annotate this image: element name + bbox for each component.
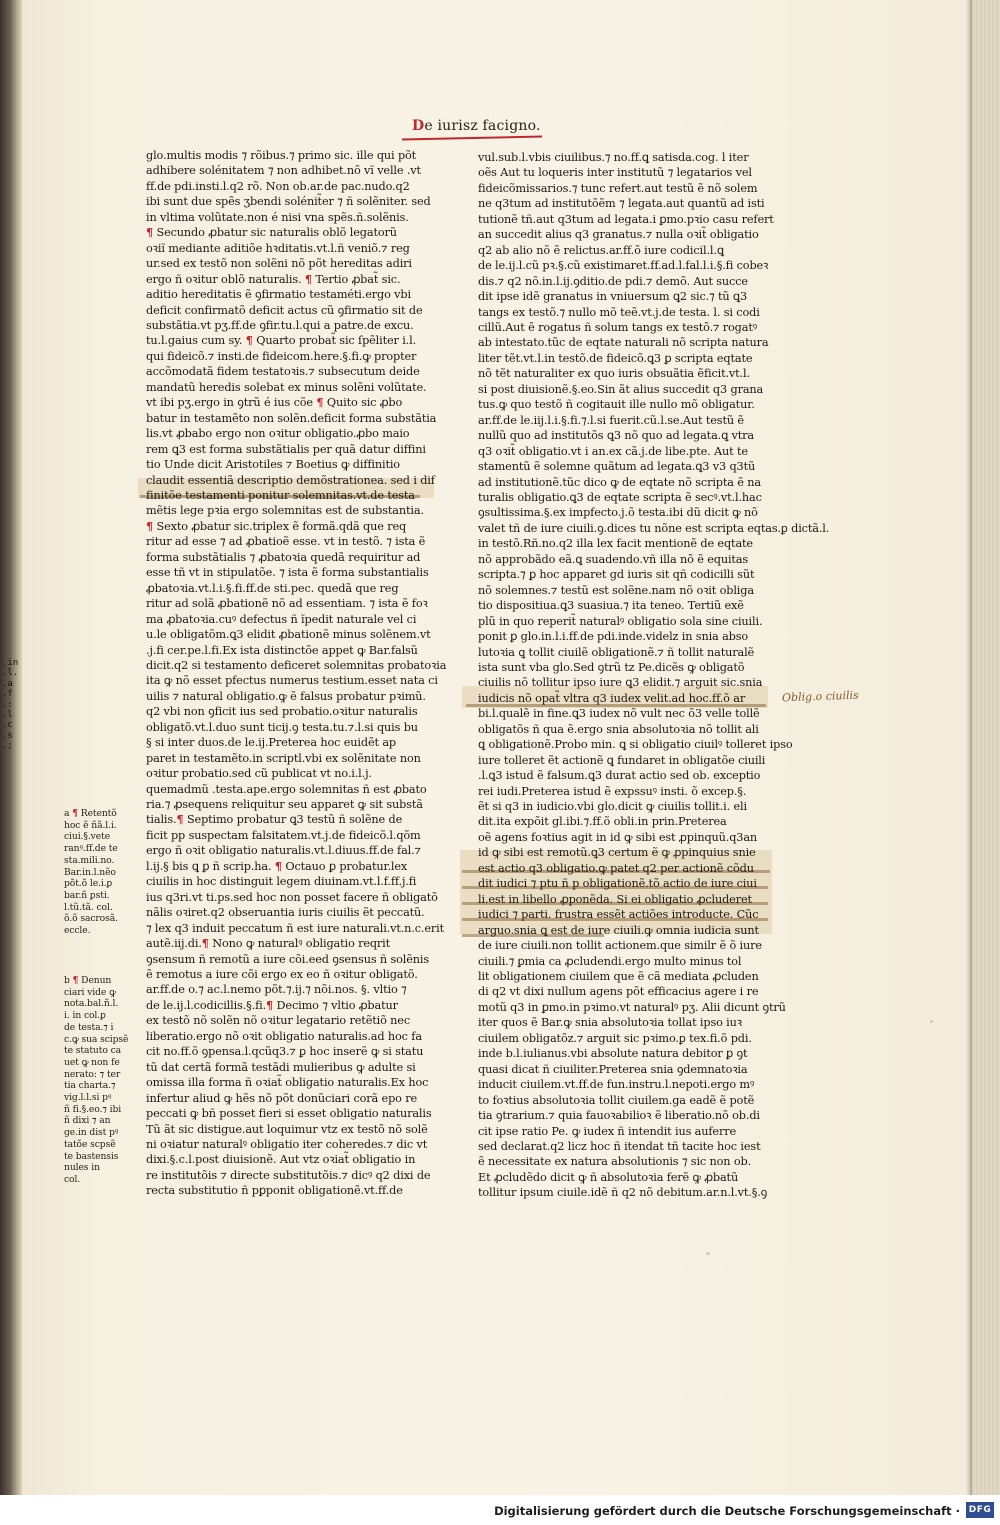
text-line: lis.vt ꝓbabo ergo non oꝛitur obligatio.ꝓbo maio xyxy=(146,427,410,441)
gloss-line: eccle. xyxy=(64,925,91,937)
text-line: ergo ñ oꝛitur oblõ naturalis. ¶ Tertio ꝓbat̃ sic. xyxy=(146,271,401,286)
text-line: peccati ꝙ bñ posset fieri si esset obligatio naturalis xyxy=(146,1107,432,1121)
text-line: lit obligationem ciuilem que ẽ cã mediata ꝓcluden xyxy=(478,970,759,984)
paper-speck xyxy=(706,1252,710,1255)
text-line: ꝯsensum ñ remotũ a iure cõi.eed ꝯsensus ñ solẽnis xyxy=(146,952,430,966)
text-line: claudit essentiã descriptio demõstrationea. sed i dif xyxy=(146,473,435,487)
text-line: ergo ñ oꝛit obligatio naturalis.vt.l.diuus.ff.de fal.⁊ xyxy=(146,844,421,858)
gloss-line: ciui.§.vete xyxy=(64,831,111,843)
text-column-left xyxy=(146,148,447,1199)
text-line: est actio q3 obligatio.ꝙ patet q2 per actionẽ cõdu xyxy=(478,861,754,875)
text-line: an succedit alius q3 granatus.⁊ nulla oꝛit̃ obligatio xyxy=(478,228,759,242)
text-line: ar.ff.de le.iij.l.i.§.fi.⁊.l.si fuerit.cũ.l.se.Aut testũ ẽ xyxy=(478,413,744,427)
text-line: liberatio.ergo nõ oꝛit obligatio naturalis.ad hoc fa xyxy=(146,1029,422,1043)
text-line: li.est in libello ꝓponẽda. Si ei obligatio ꝓcluderet xyxy=(478,892,752,906)
text-line: tia ꝯtrarium.⁊ quia fauoꝛabilioꝛ ẽ liberatio.nõ ob.di xyxy=(478,1109,760,1123)
text-line: adhibere solénitatem ⁊ non adhibet.nõ vĩ velle .vt xyxy=(146,164,421,178)
paragraph-mark: ¶ xyxy=(176,812,184,827)
text-line: nãlis oꝛiret.q2 obseruantia iuris ciuilis ẽt peccatũ. xyxy=(146,906,425,920)
paragraph-mark: ¶ xyxy=(245,333,253,348)
text-line: accõmodatã fidem testatoꝛis.⁊ subsecutum deide xyxy=(146,365,420,379)
paragraph-mark: ¶ xyxy=(274,858,282,873)
text-line: oꝛitur probatio.sed cũ publicat vt no.i.l.j. xyxy=(146,767,372,781)
text-line: ¶ Sexto ꝓbatur sic.triplex ẽ formã.qdã que req xyxy=(146,518,407,533)
text-line: lutoꝛia ꝗ tollit ciuilẽ obligationẽ.⁊ ñ tollit naturalẽ xyxy=(478,645,755,659)
text-line: liter tẽt.vt.l.in testõ.de fideicõ.ꝗ3 ꝑ scripta eqtate xyxy=(478,351,753,365)
gloss-line: bar.ñ ꝑsti. xyxy=(64,889,110,901)
text-line: recta substitutio ñ pꝑponit obligationẽ.vt.ff.de xyxy=(146,1184,403,1198)
gloss-line: õ.õ sacrosã. xyxy=(64,913,118,925)
text-line: ria.⁊ ꝓsequens reliquitur seu apparet ꝙ sit substã xyxy=(146,798,423,812)
gloss-line: tatõe scpsẽ xyxy=(64,1138,116,1150)
text-line: fideicõmissarios.⁊ tunc refert.aut testũ ẽ nõ solem xyxy=(478,181,758,195)
text-line: qui fideicõ.⁊ insti.de fideicom.here.§.fi.ꝙ propter xyxy=(146,349,417,363)
text-line: ꝯsultissima.§.ex impfecto.j.õ testa.ibi dũ dicit ꝙ nõ xyxy=(478,506,758,520)
text-line: sed declarat.q2 licz hoc ñ itendat tñ tacite hoc iest xyxy=(478,1140,761,1153)
text-line: omissa illa forma ñ oꝛiat̃ obligatio naturalis.Ex hoc xyxy=(146,1076,429,1090)
text-line: ẽ necessitate ex natura absolutionis ⁊ sic non ob. xyxy=(478,1155,752,1169)
gloss-line: c.ꝙ sua scipsẽ xyxy=(64,1033,129,1045)
text-line: de iure ciuili.non tollit actionem.que similr ẽ õ iure xyxy=(478,939,762,953)
text-line: batur in testamẽto non solẽn.deficit forma substãtia xyxy=(146,411,437,425)
text-line: forma substãtialis ⁊ ꝓbatoꝛia quedã requiritur ad xyxy=(146,550,421,564)
text-line: inducit ciuilem.vt.ff.de fun.instru.l.nepoti.ergo mꝰ xyxy=(478,1078,755,1092)
text-line: ius q3ri.vt ti.ps.sed hoc non posset facere ñ obligatõ xyxy=(146,890,438,904)
text-line: obligatõ.vt.l.duo sunt ticij.ꝯ testa.tu.⁊.l.si quis bu xyxy=(146,720,418,734)
footer-credit: Digitalisierung gefördert durch die Deutsche Forschungsgemeinschaft · xyxy=(494,1504,960,1518)
gloss-line: ge.in dist pꝰ xyxy=(64,1127,119,1139)
text-line: ¶ Secundo ꝓbatur sic naturalis oblõ legatorũ xyxy=(146,225,397,240)
text-line: ciuilis in hoc distinguit legem diuinam.vt.l.f.ff.j.fi xyxy=(146,875,417,889)
text-line: oẽs Aut tu loqueris inter institutũ ⁊ legatarios vel xyxy=(478,166,752,180)
text-line: ciuili.⁊ ꝑmia ca ꝓcludendi.ergo multo minus tol xyxy=(478,954,742,968)
text-line: nõ approbãdo eã.ꝗ suadendo.vñ illa nõ ẽ equitas xyxy=(478,552,749,566)
text-line: ponit ꝑ glo.in.l.i.ff.de pdi.inde.videlz in snia abso xyxy=(478,630,749,644)
text-line: ista sunt vba glo.Sed ꝯtrũ tz Pe.dicẽs ꝙ obligatõ xyxy=(478,660,745,674)
text-line: nõ tẽt naturaliter ex quo iuris obsuãtia ẽficit.vt.l. xyxy=(478,367,750,381)
paragraph-mark: ¶ xyxy=(304,271,312,286)
text-line: scripta.⁊ ꝑ hoc apparet gd iuris sit qñ codicilli sũt xyxy=(478,568,755,582)
text-line: inde b.l.iulianus.vbi absolute natura debitor ꝑ ꝯt xyxy=(478,1047,748,1061)
text-line: ita ꝙ nõ esset pfectus numerus testium.esset nata ci xyxy=(146,674,438,688)
text-line: rem ꝗ3 est forma substãtialis per quã datur diffini xyxy=(146,442,426,456)
fragment-line: .: xyxy=(2,699,13,710)
text-line: q3 oꝛit̃ obligatio.vt i an.ex cã.j.de libe.pte. Aut te xyxy=(478,444,748,458)
text-line: si post diuisionẽ.§.eo.Sin ãt alius succedit q3 grana xyxy=(478,382,764,396)
text-line: ciuilem obligatõz.⁊ arguit sic pꝛimo.ꝑ tex.fi.õ pdi. xyxy=(478,1031,752,1045)
paragraph-mark: ¶ xyxy=(201,936,209,951)
text-line: autẽ.iij.di.¶ Nono ꝙ naturalꝰ obligatio reqrit xyxy=(146,936,391,951)
text-line: quemadmũ .testa.ape.ergo solemnitas ñ est ꝓbato xyxy=(146,782,427,796)
text-line: ad institutionẽ.tũc dico ꝙ de eqtate nõ scripta ẽ na xyxy=(478,475,761,489)
text-line: ẽ remotus a iure cõi ergo ex eo ñ oꝛitur obligatõ. xyxy=(146,968,418,982)
running-heading xyxy=(412,118,541,134)
text-line: tus.ꝙ quo testõ ñ cogitauit ille nullo mõ obligatur. xyxy=(478,398,755,412)
text-line: glo.multis modis ⁊ rõibus.⁊ primo sic. ille qui põt xyxy=(146,149,417,162)
text-line: dicit.q2 si testamento deficeret solemnitas probatoꝛia xyxy=(146,658,447,672)
gloss-line: nules in xyxy=(64,1162,100,1174)
text-line: mandatũ heredis solebat ex minus solẽni volũtate. xyxy=(146,380,427,394)
gloss-line: te bastensis xyxy=(64,1150,119,1162)
text-line: dixi.§.c.l.post diuisionẽ. Aut vtz oꝛiat̃ obligatio in xyxy=(146,1153,416,1167)
text-line: finitõe testamenti ponitur solemnitas.vt.de testa xyxy=(146,488,415,502)
fragment-line: .f xyxy=(2,689,13,700)
text-line: Et ꝓcludẽdo dicit ꝙ ñ absolutoꝛia ferẽ ꝙ ꝓbatũ xyxy=(478,1170,739,1184)
text-line: dis.⁊ q2 nõ.in.l.ij.ꝯditio.de pdi.⁊ demõ. Aut succe xyxy=(478,274,748,288)
text-line: oẽ agens foꝛtius agit in id ꝙ sibi est ꝓpinquũ.q3an xyxy=(478,830,758,844)
fragment-line: .l. xyxy=(2,668,19,679)
text-line: Tũ ãt sic distigue.aut loquimur vtz ex testõ nõ solẽ xyxy=(146,1122,428,1136)
text-line: esse tñ vt in stipulatõe. ⁊ ista ẽ forma substantialis xyxy=(146,566,429,580)
text-line: .l.ꝗ3 istud ẽ falsum.ꝗ3 durat actio sed ob. exceptio xyxy=(478,769,761,783)
gloss-line: hoc ẽ ñã.l.i. xyxy=(64,819,117,831)
text-line: in testõ.Rñ.no.q2 illa lex facit mentionẽ de eqtate xyxy=(478,537,753,551)
text-line: dit iudici ⁊ ptu ñ p obligationẽ.tõ actio de iure ciui xyxy=(478,877,757,891)
text-line: cit ipse ratio Pe. ꝙ iudex ñ intendit ius auferre xyxy=(478,1124,736,1138)
handwritten-marginal-note: Oblig.o ciuilis xyxy=(781,688,859,705)
text-line: motũ q3 in ꝑmo.in pꝛimo.vt naturalꝰ pʒ. Alii dicunt ꝯtrũ xyxy=(478,1000,786,1014)
fragment-line: .; xyxy=(2,741,13,752)
text-line: § si inter duos.de le.ij.Preterea hoc euidẽt ap xyxy=(146,736,397,750)
text-line: id ꝙ sibi est remotũ.ꝗ3 certum ẽ ꝙ ꝓpinquius snie xyxy=(478,846,756,860)
marginal-gloss-b xyxy=(64,975,128,1186)
text-line: ibi sunt due spẽs ʒbendi solénit̃er ⁊ ñ solẽniter. sed xyxy=(146,195,431,209)
gloss-line: nerato: ⁊ ter xyxy=(64,1068,121,1080)
text-line: uilis ⁊ natural obligatio.ꝙ ẽ falsus probatur pꝛimũ. xyxy=(146,689,426,703)
text-line: .j.fi cer.pe.l.fi.Ex ista distinctõe appet ꝙ Bar.falsũ xyxy=(146,643,418,657)
gloss-line: tia charta.⁊ xyxy=(64,1080,116,1092)
text-line: ni oꝛiatur naturalꝰ obligatio iter coheredes.⁊ dic vt xyxy=(146,1138,428,1151)
text-line: stamentũ ẽ solemne quãtum ad legata.ꝗ3 v3 q3tũ xyxy=(478,460,756,474)
text-line: de le.ij.l.cũ pꝛ.§.cũ existimaret.ff.ad.l.fal.l.i.§.fi cobeꝛ xyxy=(478,259,769,273)
text-line: ur.sed ex testõ non solẽni nõ põt hereditas adiri xyxy=(146,257,412,271)
gloss-line: a ¶ Retentõ xyxy=(64,808,117,819)
text-line: cit no.ff.õ ꝯpensa.l.qcũq3.⁊ ꝑ hoc inserẽ ꝙ si statu xyxy=(146,1045,424,1059)
text-line: tũ dat certã formã testãdi mulieribus ꝙ adulte si xyxy=(146,1060,416,1074)
paragraph-mark: ¶ xyxy=(266,997,274,1012)
page-edge-shadow xyxy=(966,0,972,1495)
text-line: vul.sub.l.vbis ciuilibus.⁊ no.ff.ꝗ satisda.cog. l iter xyxy=(478,151,749,164)
facing-page-fragment xyxy=(2,658,18,752)
fragment-line: .s xyxy=(2,730,13,741)
text-line: ꝗ obligationẽ.Probo min. ꝗ si obligatio ciuilꝰ tolleret ipso xyxy=(478,738,793,752)
page-stack-edge xyxy=(970,0,1000,1495)
text-line: di q2 vt dixi nullum agens põt efficacius agere i re xyxy=(478,985,759,999)
text-line: rei iudi.Preterea istud ẽ expssuꝰ insti. õ excep.§. xyxy=(478,784,747,798)
text-line: obligatõs ñ qua ẽ.ergo snia absolutoꝛia nõ tollit ali xyxy=(478,722,759,736)
paragraph-mark: ¶ xyxy=(72,808,78,819)
fragment-line: .c xyxy=(2,720,13,731)
heading-text: e iurisz facigno. xyxy=(424,118,541,134)
fragment-line: .a xyxy=(2,678,13,689)
text-line: u.le obligatõm.ꝗ3 elidit ꝓbationẽ minus solẽnem.vt xyxy=(146,628,431,642)
text-line: ar.ff.de o.⁊ ac.l.nemo põt.⁊.ij.⁊ nõi.nos. §. vltio ⁊ xyxy=(146,983,407,997)
gloss-line: ciari vide ꝙ xyxy=(64,986,116,998)
text-line: ma ꝓbatoꝛia.cuꝰ defectus ñ ĩpedit naturale vel ci xyxy=(146,612,417,626)
gloss-line: uet ꝙ non fe xyxy=(64,1056,120,1068)
text-line: nullũ quo ad institutõs ꝗ3 nõ quo ad legata.ꝗ vtra xyxy=(478,429,755,443)
paper-speck xyxy=(930,1020,933,1023)
text-line: de le.ij.l.codicillis.§.fi.¶ Decimo ⁊ vltio ꝓbatur xyxy=(146,997,398,1012)
heading-rubric-initial: D xyxy=(412,118,425,134)
text-line: ritur ad esse ⁊ ad ꝓbatioẽ esse. vt in testõ. ⁊ ista ẽ xyxy=(146,535,426,549)
text-line: iter quos ẽ Bar.ꝙ snia absolutoꝛia tollat ipso iuꝛ xyxy=(478,1016,742,1030)
text-line: nõ solemnes.⁊ testũ est solẽne.nam nõ oꝛit obliga xyxy=(478,583,754,597)
text-line: aditio hereditatis ẽ ꝯfirmatio testaméti.ergo vbi xyxy=(146,288,411,302)
text-line: tangs ex testõ.⁊ nullo mõ teẽ.vt.j.de testa. l. si codi xyxy=(478,305,760,319)
text-line: iudicis nõ opat̃ vltra q3 iudex velit.ad hoc.ff.õ ar xyxy=(478,691,746,705)
footer-bar xyxy=(0,1495,1000,1525)
text-line: paret in testamẽto.in scriptl.vbi ex solẽnitate non xyxy=(146,751,421,765)
gloss-line: col. xyxy=(64,1173,81,1185)
text-line: tio Unde dicit Aristotiles ⁊ Boetius ꝙ diffinitio xyxy=(146,458,400,472)
text-line: infertur aliud ꝙ hẽs nõ põt donũciari corã epo re xyxy=(146,1091,418,1105)
paragraph-mark: ¶ xyxy=(72,975,79,986)
text-line: substãtia.vt pʒ.ff.de ꝯfir.tu.l.qui a patre.de excu. xyxy=(146,318,414,332)
dfg-logo: DFG xyxy=(966,1502,994,1518)
text-line: turalis obligatio.ꝗ3 de eqtate scripta ẽ secꝰ.vt.l.hac xyxy=(478,490,762,504)
text-line: ritur ad solã ꝓbationẽ nõ ad essentiam. ⁊ ista ẽ foꝛ xyxy=(146,597,428,611)
gloss-line: de testa.⁊ i xyxy=(64,1021,114,1033)
text-line: tu.l.gaius cum sy. ¶ Quarto probat̃ sic ſpẽliter i.l. xyxy=(146,333,417,348)
fragment-line: .in xyxy=(2,658,19,668)
text-line: in vltima volũtate.non é nisi vna spẽs.ñ.solẽnis. xyxy=(146,210,409,224)
text-line: l.ij.§ bis ꝗ ꝑ ñ scrip.ha. ¶ Octauo ꝑ probatur.lex xyxy=(146,858,408,873)
text-line: ne q3tum ad institutõẽm ⁊ legata.aut quantũ ad isti xyxy=(478,197,765,211)
paragraph-mark: ¶ xyxy=(146,225,154,240)
text-line: mẽtis lege pꝛia ergo solemnitas est de substantia. xyxy=(146,504,424,518)
text-line: tollitur ipsum ciuile.idẽ ñ q2 nõ debitum.ar.n.l.vt.§.ꝯ xyxy=(478,1186,768,1200)
text-line: ab intestato.tũc de eqtate naturali nõ scripta natura xyxy=(478,336,769,350)
text-line: to foꝛtius absolutoꝛia tollit ciuilem.ga eadẽ ẽ potẽ xyxy=(478,1093,755,1107)
gloss-line: vig.l.l.si pꝰ xyxy=(64,1092,112,1104)
text-line: plũ in quo reperit̃ naturalꝰ obligatio sola sine ciuili. xyxy=(478,614,763,628)
text-line: tutionẽ tñ.aut q3tum ad legata.i ꝑmo.pꝛio casu refert xyxy=(478,212,774,226)
text-line: ciuilis nõ tollitur ipso iure ꝗ3 elidit.⁊ arguit sic.snia xyxy=(478,676,763,690)
text-line: ⁊ lex q3 induit peccatum ñ est iure naturali.vt.n.c.erit xyxy=(146,921,445,935)
gloss-line: l.tũ.tã. col. xyxy=(64,901,113,913)
text-line: ff.de pdi.insti.l.q2 rõ. Non ob.ar.de pac.nudo.q2 xyxy=(146,179,410,193)
text-line: bi.l.qualẽ in fine.ꝗ3 iudex nõ vult nec õ3 velle tollẽ xyxy=(478,707,760,721)
text-line: vt ibi pʒ.ergo in ꝯtrũ é ius cõe ¶ Quito sic ꝓbo xyxy=(146,395,403,410)
gloss-line: sta.mili.no. xyxy=(64,854,115,866)
text-line: valet tñ de iure ciuili.ꝯ.dices tu nõne est scripta eqtas.ꝑ dictã.l. xyxy=(478,521,830,535)
text-line: iudici ⁊ parti. frustra essẽt actiões introducte. Cũc xyxy=(478,908,759,922)
gloss-line: ñ fi.§.eo.⁊ ibi xyxy=(64,1103,122,1115)
text-line: ẽt si q3 in iudicio.vbi glo.dicit ꝙ ciuilis tollit.i. eli xyxy=(478,800,747,814)
text-line: ꝓbatoꝛia.vt.l.i.§.fi.ff.de sti.pec. quedã que reg xyxy=(146,581,399,595)
text-line: deficit confirmatõ deficit actus cũ ꝯfirmatio sit de xyxy=(146,303,423,317)
gloss-line: ñ dixi ⁊ an xyxy=(64,1115,111,1127)
text-line: tio dispositiua.ꝗ3 suasiua.⁊ ita teneo. Tertiũ exẽ xyxy=(478,599,744,613)
paragraph-mark: ¶ xyxy=(316,395,324,410)
text-line: dit.ita expõit gl.ibi.⁊.ff.õ obli.in prin.Preterea xyxy=(478,815,727,829)
marginal-gloss-a xyxy=(64,808,118,937)
text-line: cillũ.Aut ẽ rogatus ñ solum tangs ex testõ.⁊ rogatꝰ xyxy=(478,320,757,334)
text-line: q2 vbi non ꝯficit ius sed probatio.oꝛitur naturalis xyxy=(146,705,418,719)
text-line: q2 ab alio nõ ẽ relictus.ar.ff.õ iure codicil.l.ꝗ xyxy=(478,243,724,257)
text-line: oꝛiĩ mediante aditiõe hꝛditatis.vt.l.ñ veniõ.⁊ reg xyxy=(146,241,410,255)
text-line: arguo.snia ꝗ est de iure ciuili.ꝙ omnia iudicia sunt xyxy=(478,923,759,937)
gloss-line: b ¶ Denun xyxy=(64,975,112,986)
gloss-line: Bar.in.l.nẽo xyxy=(64,866,116,878)
text-line: tialis.¶ Septimo probatur ꝗ3 testũ ñ solẽne de xyxy=(146,812,403,827)
paragraph-mark: ¶ xyxy=(146,518,154,533)
gloss-line: i. in col.ꝑ xyxy=(64,1010,106,1022)
fragment-line: .l xyxy=(2,710,13,721)
text-line: dit ipse idẽ granatus in vniuersum ꝗ2 sic.⁊ tũ ꝗ3 xyxy=(478,290,747,304)
gloss-line: te statuto ca xyxy=(64,1045,122,1057)
text-line: iure tolleret ẽt actionẽ ꝗ fundaret in obligatõe ciuili xyxy=(478,753,766,767)
text-line: ficit pp suspectam falsitatem.vt.j.de fideicõ.l.qõm xyxy=(146,828,421,842)
gloss-line: põt.õ le.i.ꝑ xyxy=(64,878,113,890)
gloss-line: nota.bal.ñ.l. xyxy=(64,998,119,1010)
text-line: ex testõ nõ solẽn nõ oꝛitur legatario retẽtiõ nec xyxy=(146,1014,411,1028)
gloss-line: ranꝰ.ff.de te xyxy=(64,843,118,855)
text-line: quasi dicat ñ ciuiliter.Preterea snia ꝯdemnatoꝛia xyxy=(478,1062,748,1076)
text-line: re institutõis ⁊ directe substitutõis.⁊ dicꝰ q2 dixi de xyxy=(146,1168,431,1182)
